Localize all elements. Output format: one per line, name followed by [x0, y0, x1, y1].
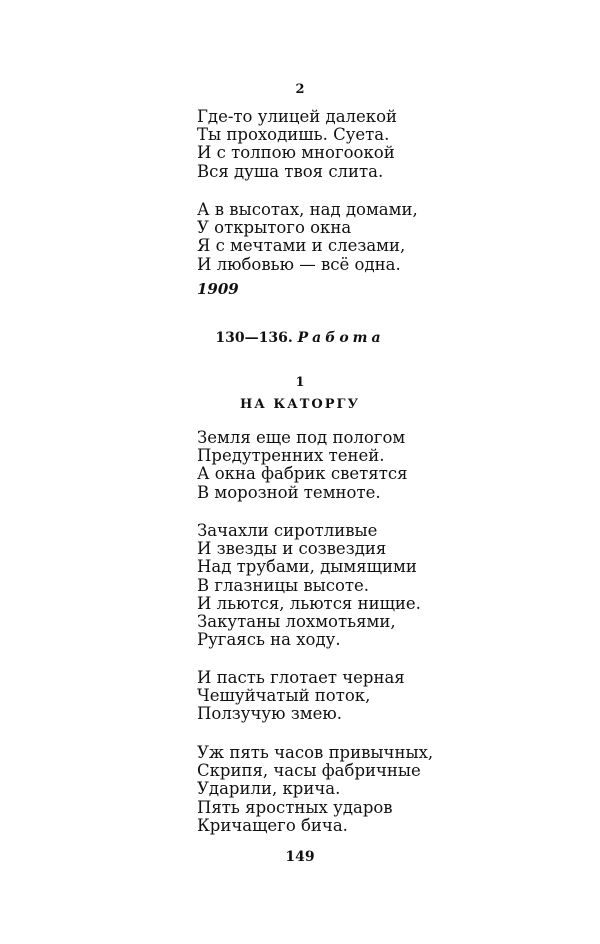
- poem-line: В морозной темноте.: [197, 482, 381, 502]
- section-title: Работа: [297, 330, 385, 346]
- section-heading: [0, 330, 600, 346]
- poem-line: У открытого окна: [197, 218, 352, 238]
- poem-line: Я с мечтами и слезами,: [197, 236, 406, 256]
- poem-number: 2: [295, 82, 305, 97]
- poem-line: Предутренних теней.: [197, 446, 385, 466]
- poem-line: В глазницы высоте.: [197, 575, 370, 595]
- poem-line: Ползучую змею.: [197, 704, 342, 724]
- poem-line: И любовью — всё одна.: [197, 254, 401, 274]
- stanza: [197, 669, 577, 724]
- stanza: [197, 108, 577, 181]
- poem-line: Уж пять часов привычных,: [197, 743, 434, 762]
- poem-line: Кричащего бича.: [197, 815, 348, 835]
- poem-line: И звезды и созвездия: [197, 539, 387, 559]
- poem-line: Скрипя, часы фабричные: [197, 761, 421, 781]
- poem-line: А в высотах, над домами,: [197, 200, 418, 219]
- poem-line: Зачахли сиротливые: [197, 521, 378, 540]
- poem-line: Ударили, крича.: [197, 779, 341, 799]
- poem-line: Ругаясь на ходу.: [197, 630, 341, 650]
- poem-number: 1: [295, 375, 305, 390]
- poem-date: 1909: [197, 280, 239, 298]
- poem-line: Где-то улицей далекой: [197, 107, 398, 126]
- poem-line: А окна фабрик светятся: [197, 464, 408, 484]
- stanza: [197, 744, 577, 835]
- poem-line: Над трубами, дымящими: [197, 557, 417, 577]
- poem-line: И льются, льются нищие.: [197, 593, 421, 613]
- section-range: 130—136.: [215, 330, 293, 346]
- poem-title: НА КАТОРГУ: [239, 397, 361, 412]
- poem-line: Ты проходишь. Суета.: [197, 125, 390, 145]
- stanza: [197, 201, 577, 274]
- stanza: [197, 429, 577, 502]
- poem-line: И с толпою многоокой: [197, 143, 395, 163]
- poem-line: И пасть глотает черная: [197, 668, 405, 687]
- poem-line: Закутаны лохмотьями,: [197, 612, 396, 632]
- poem-line: Земля еще под пологом: [197, 428, 406, 447]
- page-number: 149: [285, 849, 315, 865]
- poem-line: Пять яростных ударов: [197, 797, 393, 817]
- stanza: [197, 522, 577, 649]
- poem-line: Чешуйчатый поток,: [197, 686, 371, 706]
- poem-line: Вся душа твоя слита.: [197, 161, 384, 181]
